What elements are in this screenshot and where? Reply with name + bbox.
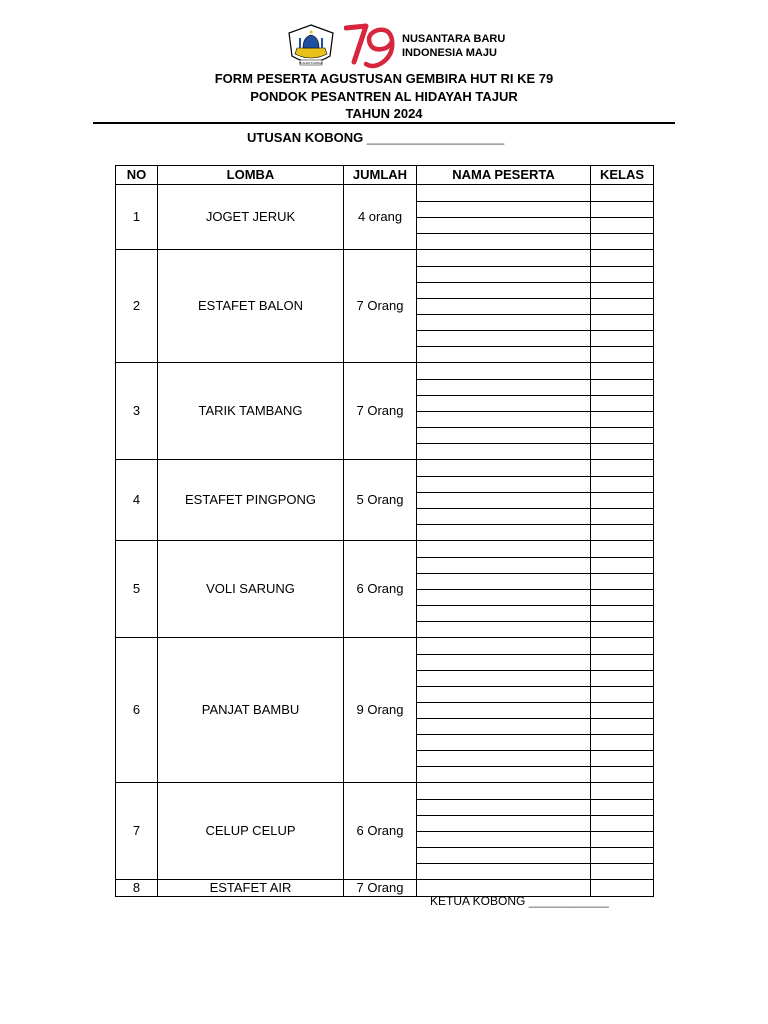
kelas-entry-line[interactable] (591, 863, 653, 879)
table-row (116, 541, 654, 638)
ketua-label: KETUA KOBONG (430, 894, 526, 908)
kelas-entry-line[interactable] (591, 346, 653, 362)
kelas-entry-line[interactable] (591, 443, 653, 459)
nama-peserta-entry-line[interactable] (417, 492, 590, 508)
table-header-row (116, 166, 654, 185)
nama-peserta-cell (417, 460, 591, 541)
kelas-entry-line[interactable] (591, 734, 653, 750)
nama-peserta-entry-line[interactable] (417, 541, 590, 557)
kelas-cell (591, 541, 654, 638)
nama-peserta-entry-line[interactable] (417, 298, 590, 314)
table-row (116, 460, 654, 541)
lomba-cell: ESTAFET AIR (158, 880, 344, 897)
nama-peserta-cell (417, 541, 591, 638)
kelas-entry-line[interactable] (591, 557, 653, 573)
nama-peserta-entry-line[interactable] (417, 330, 590, 346)
nama-peserta-entry-line[interactable] (417, 314, 590, 330)
lomba-cell: VOLI SARUNG (158, 541, 344, 638)
jumlah-cell: 7 Orang (344, 880, 417, 897)
ketua-blank[interactable]: ____________ (528, 894, 609, 908)
pesantren-emblem-icon (286, 24, 336, 70)
nama-peserta-entry-line[interactable] (417, 750, 590, 766)
nama-peserta-entry-line[interactable] (417, 605, 590, 621)
nama-peserta-entry-line[interactable] (417, 831, 590, 847)
kelas-entry-line[interactable] (591, 379, 653, 395)
no-cell: 7 (116, 783, 158, 880)
kelas-cell (591, 783, 654, 880)
kelas-entry-line[interactable] (591, 282, 653, 298)
nama-peserta-entry-line[interactable] (417, 443, 590, 459)
lomba-cell: ESTAFET BALON (158, 250, 344, 363)
nama-peserta-entry-line[interactable] (417, 863, 590, 879)
header-jumlah: JUMLAH (344, 166, 417, 185)
kelas-entry-line[interactable] (591, 233, 653, 249)
utusan-label: UTUSAN KOBONG (247, 130, 364, 145)
title-line-1: FORM PESERTA AGUSTUSAN GEMBIRA HUT RI KE 79 (214, 71, 554, 86)
nama-peserta-cell (417, 250, 591, 363)
no-cell: 8 (116, 880, 158, 897)
header-kelas: KELAS (591, 166, 654, 185)
lomba-cell: CELUP CELUP (158, 783, 344, 880)
nama-peserta-entry-line[interactable] (417, 411, 590, 427)
nama-peserta-entry-line[interactable] (417, 524, 590, 540)
kelas-cell (591, 250, 654, 363)
nama-peserta-entry-line[interactable] (417, 573, 590, 589)
nama-peserta-entry-line[interactable] (417, 589, 590, 605)
kelas-entry-line[interactable] (591, 460, 653, 476)
jumlah-cell: 9 Orang (344, 638, 417, 783)
title-line-3: TAHUN 2024 (345, 106, 423, 121)
no-cell: 3 (116, 363, 158, 460)
kelas-entry-line[interactable] (591, 217, 653, 233)
lomba-cell: TARIK TAMBANG (158, 363, 344, 460)
nama-peserta-entry-line[interactable] (417, 686, 590, 702)
header-nama-peserta: NAMA PESERTA (417, 166, 591, 185)
nama-peserta-entry-line[interactable] (417, 718, 590, 734)
nama-peserta-entry-line[interactable] (417, 847, 590, 863)
kelas-entry-line[interactable] (591, 621, 653, 637)
no-cell: 1 (116, 185, 158, 250)
header-divider (93, 122, 675, 124)
kelas-entry-line[interactable] (591, 330, 653, 346)
participant-table (115, 165, 654, 897)
nama-peserta-cell (417, 363, 591, 460)
nama-peserta-entry-line[interactable] (417, 702, 590, 718)
utusan-blank[interactable]: ___________________ (366, 130, 505, 145)
table-row (116, 185, 654, 250)
table-row (116, 250, 654, 363)
kelas-entry-line[interactable] (591, 605, 653, 621)
kelas-entry-line[interactable] (591, 541, 653, 557)
lomba-cell: ESTAFET PINGPONG (158, 460, 344, 541)
kelas-entry-line[interactable] (591, 492, 653, 508)
kelas-cell (591, 460, 654, 541)
kelas-entry-line[interactable] (591, 298, 653, 314)
nama-peserta-entry-line[interactable] (417, 783, 590, 799)
nama-peserta-entry-line[interactable] (417, 508, 590, 524)
kelas-entry-line[interactable] (591, 524, 653, 540)
nama-peserta-entry-line[interactable] (417, 217, 590, 233)
kelas-entry-line[interactable] (591, 363, 653, 379)
kelas-entry-line[interactable] (591, 718, 653, 734)
emblem-text: BULAN SYAWAL (299, 61, 323, 65)
nama-peserta-entry-line[interactable] (417, 638, 590, 654)
kelas-entry-line[interactable] (591, 476, 653, 492)
jumlah-cell: 7 Orang (344, 250, 417, 363)
ketua-kobong-field (430, 894, 609, 908)
nama-peserta-entry-line[interactable] (417, 395, 590, 411)
title-line-2: PONDOK PESANTREN AL HIDAYAH TAJUR (250, 88, 518, 104)
nama-peserta-cell (417, 783, 591, 880)
jumlah-cell: 4 orang (344, 185, 417, 250)
kelas-entry-line[interactable] (591, 815, 653, 831)
no-cell: 2 (116, 250, 158, 363)
kelas-entry-line[interactable] (591, 411, 653, 427)
jumlah-cell: 7 Orang (344, 363, 417, 460)
nama-peserta-entry-line[interactable] (417, 266, 590, 282)
kelas-entry-line[interactable] (591, 185, 653, 201)
kelas-cell (591, 185, 654, 250)
kelas-entry-line[interactable] (591, 250, 653, 266)
nama-peserta-entry-line[interactable] (417, 460, 590, 476)
kelas-entry-line[interactable] (591, 799, 653, 815)
nama-peserta-entry-line[interactable] (417, 799, 590, 815)
kelas-entry-line[interactable] (591, 783, 653, 799)
kelas-entry-line[interactable] (591, 831, 653, 847)
kelas-entry-line[interactable] (591, 847, 653, 863)
kelas-entry-line[interactable] (591, 201, 653, 217)
nama-peserta-cell (417, 638, 591, 783)
nama-peserta-entry-line[interactable] (417, 557, 590, 573)
table-row (116, 363, 654, 460)
kelas-entry-line[interactable] (591, 750, 653, 766)
lomba-cell: JOGET JERUK (158, 185, 344, 250)
tagline (402, 32, 505, 60)
tagline-line-2: INDONESIA MAJU (402, 47, 497, 59)
nama-peserta-cell (417, 185, 591, 250)
kelas-entry-line[interactable] (591, 395, 653, 411)
tagline-line-1: NUSANTARA BARU (402, 33, 506, 45)
nama-peserta-entry-line[interactable] (417, 476, 590, 492)
table-row (116, 783, 654, 880)
no-cell: 5 (116, 541, 158, 638)
nama-peserta-entry-line[interactable] (417, 346, 590, 362)
kelas-entry-line[interactable] (591, 670, 653, 686)
nama-peserta-entry-line[interactable] (417, 201, 590, 217)
header-logos (286, 22, 526, 70)
kelas-entry-line[interactable] (591, 589, 653, 605)
kelas-entry-line[interactable] (591, 314, 653, 330)
jumlah-cell: 6 Orang (344, 541, 417, 638)
nama-peserta-entry-line[interactable] (417, 670, 590, 686)
kelas-cell (591, 638, 654, 783)
nama-peserta-entry-line[interactable] (417, 282, 590, 298)
nama-peserta-entry-line[interactable] (417, 379, 590, 395)
kelas-entry-line[interactable] (591, 702, 653, 718)
header-no: NO (116, 166, 158, 185)
kelas-entry-line[interactable] (591, 508, 653, 524)
nama-peserta-entry-line[interactable] (417, 250, 590, 266)
jumlah-cell: 6 Orang (344, 783, 417, 880)
header-lomba: LOMBA (158, 166, 344, 185)
kelas-entry-line[interactable] (591, 638, 653, 654)
nama-peserta-entry-line[interactable] (417, 621, 590, 637)
table-row (116, 638, 654, 783)
form-title (0, 70, 768, 123)
nama-peserta-entry-line[interactable] (417, 363, 590, 379)
nama-peserta-entry-line[interactable] (417, 766, 590, 782)
nama-peserta-entry-line[interactable] (417, 427, 590, 443)
nama-peserta-entry-line[interactable] (417, 185, 590, 201)
kelas-entry-line[interactable] (591, 654, 653, 670)
no-cell: 6 (116, 638, 158, 783)
kelas-entry-line[interactable] (591, 427, 653, 443)
nama-peserta-entry-line[interactable] (417, 233, 590, 249)
table-body (116, 185, 654, 897)
hut-ri-79-logo-icon (344, 22, 400, 70)
kelas-entry-line[interactable] (591, 573, 653, 589)
lomba-cell: PANJAT BAMBU (158, 638, 344, 783)
kelas-entry-line[interactable] (591, 266, 653, 282)
utusan-kobong-field (247, 130, 504, 145)
jumlah-cell: 5 Orang (344, 460, 417, 541)
kelas-entry-line[interactable] (591, 686, 653, 702)
nama-peserta-entry-line[interactable] (417, 654, 590, 670)
kelas-cell (591, 363, 654, 460)
nama-peserta-entry-line[interactable] (417, 815, 590, 831)
kelas-entry-line[interactable] (591, 766, 653, 782)
no-cell: 4 (116, 460, 158, 541)
nama-peserta-entry-line[interactable] (417, 734, 590, 750)
